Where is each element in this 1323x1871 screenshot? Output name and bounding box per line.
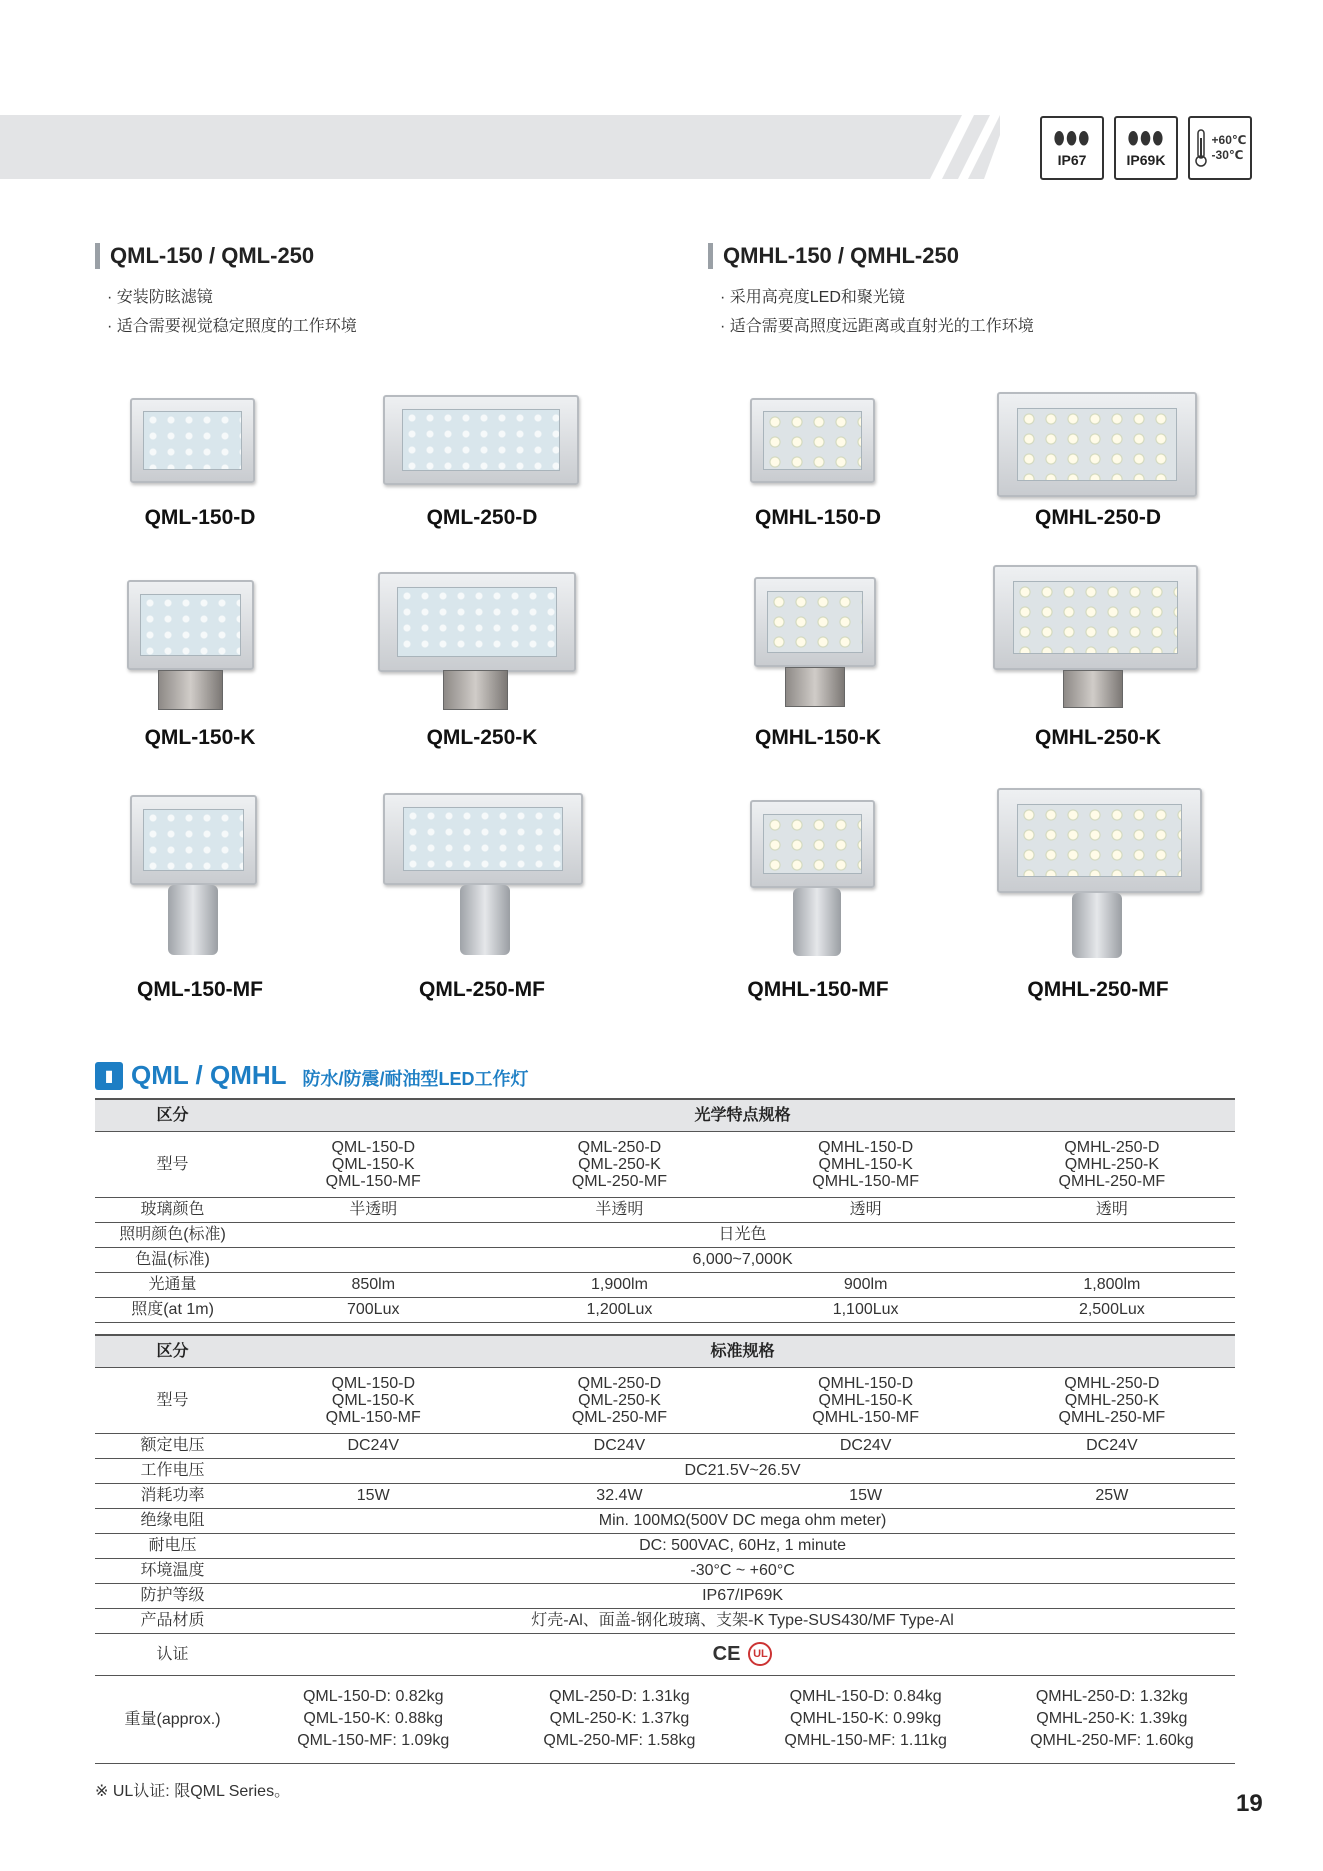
mf-mount [1072, 893, 1122, 958]
cell [250, 1633, 1235, 1675]
table-header-title: 标准规格 [250, 1335, 1235, 1367]
row-label: 重量(approx.) [95, 1675, 250, 1763]
ip69k-badge [1114, 116, 1178, 180]
standard-spec-table [95, 1334, 1235, 1764]
water-drops-icon: ⬮⬮⬮ [1053, 128, 1091, 148]
product-name: QML-250-K [426, 726, 538, 749]
cell: QMHL-150-D QMHL-150-K QMHL-150-MF [743, 1131, 989, 1197]
product-name: QMHL-150-D [754, 506, 881, 529]
product-image-qml-150-k [127, 580, 254, 670]
product-name: QMHL-250-K [1034, 726, 1161, 749]
series-qmhl [708, 243, 1034, 341]
cell: 900lm [743, 1272, 989, 1297]
table-row [95, 1675, 1235, 1763]
row-label: 防护等级 [95, 1583, 250, 1608]
row-label: 型号 [95, 1367, 250, 1433]
row-label: 型号 [95, 1131, 250, 1197]
row-label: 照度(at 1m) [95, 1297, 250, 1322]
row-label: 额定电压 [95, 1433, 250, 1458]
product-name: QML-150-D [144, 506, 256, 529]
product-image-qmhl-250-k [993, 565, 1198, 670]
cell: QMHL-250-D: 1.32kg QMHL-250-K: 1.39kg QMHL-250-MF: 1.60kg [989, 1675, 1235, 1763]
cell: DC24V [250, 1433, 496, 1458]
cell: 15W [743, 1483, 989, 1508]
header-stripes-decoration [900, 115, 1050, 179]
cell: 半透明 [496, 1197, 742, 1222]
product-name: QMHL-150-K [754, 726, 881, 749]
row-label: 光通量 [95, 1272, 250, 1297]
product-image-qmhl-250-mf [997, 788, 1202, 893]
table-row [95, 1483, 1235, 1508]
cell: QML-150-D QML-150-K QML-150-MF [250, 1131, 496, 1197]
table-row [95, 1508, 1235, 1533]
temp-min: -30℃ [1211, 148, 1244, 162]
table-row [95, 1558, 1235, 1583]
section-heading [95, 1060, 529, 1091]
row-label: 玻璃颜色 [95, 1197, 250, 1222]
product-image-qml-150-d [130, 398, 255, 483]
row-label: 工作电压 [95, 1458, 250, 1483]
ul-mark-icon: UL [748, 1642, 772, 1666]
product-image-qmhl-150-k [754, 577, 876, 667]
k-bracket [158, 670, 223, 710]
table-header-category: 区分 [95, 1099, 250, 1131]
cell: IP67/IP69K [250, 1583, 1235, 1608]
table-row [95, 1633, 1235, 1675]
badge-label: IP69K [1126, 152, 1166, 168]
section-subtitle: 防水/防震/耐油型LED工作灯 [302, 1068, 529, 1089]
mf-mount [460, 885, 510, 955]
cell: 25W [989, 1483, 1235, 1508]
footnote: ※ UL认证: 限QML Series。 [95, 1783, 291, 1800]
product-image-qml-250-mf [383, 793, 583, 885]
optical-spec-table [95, 1098, 1235, 1323]
ip67-badge [1040, 116, 1104, 180]
bulb-icon: ▮ [95, 1062, 123, 1090]
header-band [0, 115, 1000, 179]
cell: QML-150-D: 0.82kg QML-150-K: 0.88kg QML-150-MF: 1.09kg [250, 1675, 496, 1763]
cell: QMHL-150-D QMHL-150-K QMHL-150-MF [743, 1367, 989, 1433]
cell: QMHL-150-D: 0.84kg QMHL-150-K: 0.99kg QMHL-150-MF: 1.11kg [743, 1675, 989, 1763]
section-title: QML / QMHL [131, 1060, 287, 1090]
cell: 日光色 [250, 1222, 1235, 1247]
product-name: QMHL-250-D [1034, 506, 1161, 529]
product-image-qml-250-d [383, 395, 579, 485]
table-row [95, 1222, 1235, 1247]
table-row [95, 1608, 1235, 1633]
row-label: 认证 [95, 1633, 250, 1675]
cell: 1,900lm [496, 1272, 742, 1297]
row-label: 消耗功率 [95, 1483, 250, 1508]
k-bracket [785, 667, 845, 707]
page-number: 19 [1236, 1790, 1263, 1817]
cell: 700Lux [250, 1297, 496, 1322]
cell: QML-250-D QML-250-K QML-250-MF [496, 1367, 742, 1433]
table-row [95, 1583, 1235, 1608]
series-qml [95, 243, 357, 341]
table-row [95, 1272, 1235, 1297]
product-image-qmhl-250-d [997, 392, 1197, 497]
table-row [95, 1458, 1235, 1483]
mf-mount [168, 885, 218, 955]
table-header-category: 区分 [95, 1335, 250, 1367]
cell: DC: 500VAC, 60Hz, 1 minute [250, 1533, 1235, 1558]
cell: QMHL-250-D QMHL-250-K QMHL-250-MF [989, 1367, 1235, 1433]
k-bracket [1063, 670, 1123, 708]
cell: Min. 100MΩ(500V DC mega ohm meter) [250, 1508, 1235, 1533]
row-label: 环境温度 [95, 1558, 250, 1583]
product-name: QMHL-150-MF [747, 978, 889, 1001]
cell: 6,000~7,000K [250, 1247, 1235, 1272]
cell: QML-250-D QML-250-K QML-250-MF [496, 1131, 742, 1197]
cell: 透明 [743, 1197, 989, 1222]
table-row [95, 1131, 1235, 1197]
cell: QML-150-D QML-150-K QML-150-MF [250, 1367, 496, 1433]
row-label: 照明颜色(标准) [95, 1222, 250, 1247]
cell: 1,800lm [989, 1272, 1235, 1297]
product-image-qmhl-150-mf [750, 800, 875, 888]
product-name: QML-250-D [426, 506, 538, 529]
cell: 1,100Lux [743, 1297, 989, 1322]
table-row [95, 1197, 1235, 1222]
product-image-qmhl-150-d [750, 398, 875, 483]
series-bullet: · 适合需要高照度远距离或直射光的工作环境 [720, 312, 1034, 341]
table-row [95, 1367, 1235, 1433]
spec-badges [1040, 116, 1252, 180]
cell: QMHL-250-D QMHL-250-K QMHL-250-MF [989, 1131, 1235, 1197]
row-label: 产品材质 [95, 1608, 250, 1633]
cell: 850lm [250, 1272, 496, 1297]
cell: 1,200Lux [496, 1297, 742, 1322]
row-label: 耐电压 [95, 1533, 250, 1558]
cell: DC21.5V~26.5V [250, 1458, 1235, 1483]
table-row [95, 1297, 1235, 1322]
series-bullet: · 安装防眩滤镜 [107, 283, 357, 312]
temperature-badge [1188, 116, 1252, 180]
table-row [95, 1247, 1235, 1272]
cell: 灯壳-Al、面盖-钢化玻璃、支架-K Type-SUS430/MF Type-Al [250, 1608, 1235, 1633]
series-title: QML-150 / QML-250 [95, 243, 357, 269]
product-name: QML-150-K [144, 726, 256, 749]
water-drops-icon: ⬮⬮⬮ [1127, 128, 1165, 148]
row-label: 绝缘电阻 [95, 1508, 250, 1533]
thermometer-icon [1194, 128, 1208, 168]
cell: -30°C ~ +60°C [250, 1558, 1235, 1583]
cell: QML-250-D: 1.31kg QML-250-K: 1.37kg QML-250-MF: 1.58kg [496, 1675, 742, 1763]
cell: 透明 [989, 1197, 1235, 1222]
mf-mount [793, 888, 841, 956]
row-label: 色温(标准) [95, 1247, 250, 1272]
product-image-qml-150-mf [130, 795, 257, 885]
series-bullet: · 适合需要视觉稳定照度的工作环境 [107, 312, 357, 341]
series-bullet: · 采用高亮度LED和聚光镜 [720, 283, 1034, 312]
series-title: QMHL-150 / QMHL-250 [708, 243, 1034, 269]
cell: 2,500Lux [989, 1297, 1235, 1322]
cell: 32.4W [496, 1483, 742, 1508]
cell: DC24V [496, 1433, 742, 1458]
cell: 15W [250, 1483, 496, 1508]
product-name: QML-150-MF [137, 978, 263, 1001]
k-bracket [443, 670, 508, 710]
temp-max: +60℃ [1211, 133, 1247, 147]
ce-mark-icon: CE [712, 1642, 741, 1665]
badge-label: IP67 [1057, 152, 1087, 168]
table-row [95, 1533, 1235, 1558]
cell: DC24V [989, 1433, 1235, 1458]
cell: DC24V [743, 1433, 989, 1458]
product-name: QMHL-250-MF [1027, 978, 1169, 1001]
cell: 半透明 [250, 1197, 496, 1222]
table-header-title: 光学特点规格 [250, 1099, 1235, 1131]
table-row [95, 1433, 1235, 1458]
product-name: QML-250-MF [419, 978, 545, 1001]
product-image-qml-250-k [378, 572, 576, 672]
